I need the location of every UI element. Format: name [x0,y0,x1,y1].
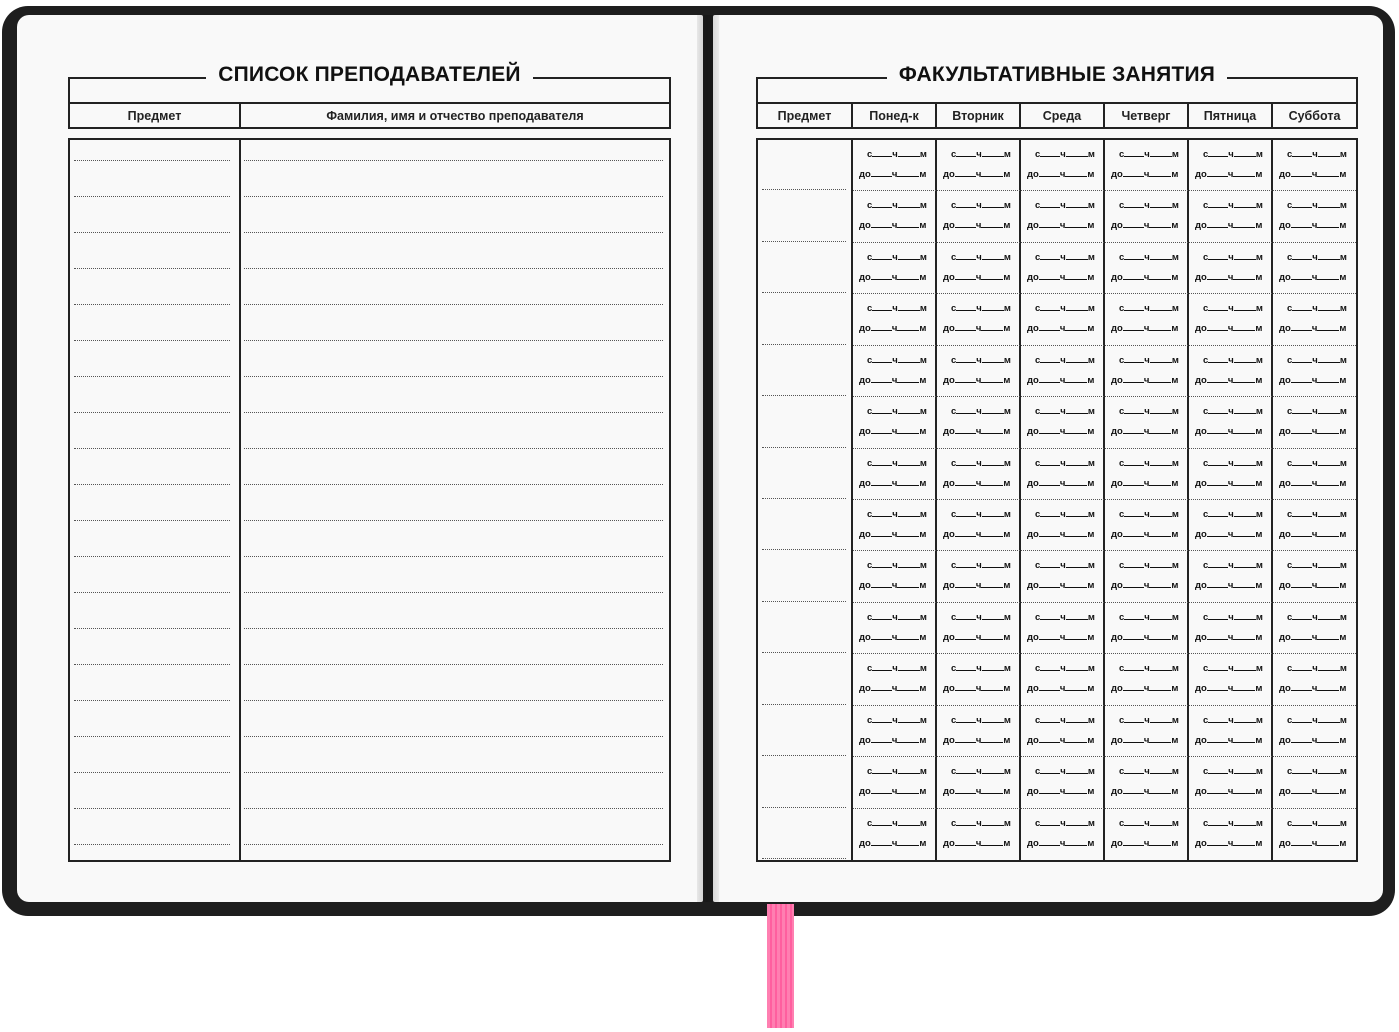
writing-line[interactable] [244,736,663,737]
time-slot-from[interactable]: с ч м [1287,200,1347,211]
time-slot-to[interactable]: до ч м [1195,375,1263,386]
writing-line[interactable] [244,664,663,665]
writing-line[interactable] [244,844,663,845]
time-slot-from[interactable]: с ч м [1203,252,1263,263]
time-slot-from[interactable]: с ч м [1287,149,1347,160]
header-teacher-name: Фамилия, имя и отчество преподавателя [326,108,584,123]
time-slot-from[interactable]: с ч м [1035,560,1095,571]
subject-line[interactable] [762,189,846,190]
time-slot-to[interactable]: до ч м [859,426,927,437]
writing-line[interactable] [244,592,663,593]
time-slot-to[interactable]: до ч м [1111,478,1179,489]
time-slot-to[interactable]: до ч м [1279,735,1347,746]
time-slot-to[interactable]: до ч м [1111,220,1179,231]
row-separator [853,705,1356,706]
time-slot-to[interactable]: до ч м [943,375,1011,386]
time-slot-to[interactable]: до ч м [1195,683,1263,694]
writing-line[interactable] [74,628,230,629]
time-slot-to[interactable]: до ч м [943,169,1011,180]
time-slot-to[interactable]: до ч м [943,426,1011,437]
header-day-6: Суббота [1288,108,1341,123]
time-slot-to[interactable]: до ч м [943,529,1011,540]
time-slot-to[interactable]: до ч м [1027,426,1095,437]
header-day-1: Понед-к [853,104,937,127]
time-slot-to[interactable]: до ч м [1027,632,1095,643]
time-slot-from[interactable]: с ч м [1119,252,1179,263]
time-slot-from[interactable]: с ч м [1119,509,1179,520]
subject-line[interactable] [762,395,846,396]
writing-line[interactable] [74,484,230,485]
time-slot-to[interactable]: до ч м [859,838,927,849]
subject-line[interactable] [762,241,846,242]
time-slot-from[interactable]: с ч м [1119,663,1179,674]
time-slot-to[interactable]: до ч м [1195,478,1263,489]
time-slot-from[interactable]: с ч м [1035,715,1095,726]
writing-line[interactable] [244,232,663,233]
time-slot-to[interactable]: до ч м [1111,375,1179,386]
bookmark-ribbon[interactable] [767,904,794,1028]
time-slot-to[interactable]: до ч м [1279,683,1347,694]
writing-line[interactable] [74,520,230,521]
time-slot-from[interactable]: с ч м [1287,818,1347,829]
writing-line[interactable] [244,196,663,197]
time-slot-from[interactable]: с ч м [1203,355,1263,366]
teachers-table [68,138,671,862]
time-slot-from[interactable]: с ч м [1203,458,1263,469]
time-slot-from[interactable]: с ч м [1203,303,1263,314]
row-separator [853,550,1356,551]
time-slot-from[interactable]: с ч м [1035,200,1095,211]
writing-line[interactable] [74,232,230,233]
time-slot-from[interactable]: с ч м [1287,252,1347,263]
time-slot-to[interactable]: до ч м [1195,529,1263,540]
time-slot-from[interactable]: с ч м [1287,560,1347,571]
time-slot-from[interactable]: с ч м [867,818,927,829]
row-separator [853,345,1356,346]
time-slot-from[interactable]: с ч м [1035,406,1095,417]
time-slot-from[interactable]: с ч м [1035,663,1095,674]
time-slot-from[interactable]: с ч м [1287,406,1347,417]
writing-line[interactable] [74,808,230,809]
time-slot-from[interactable]: с ч м [1119,766,1179,777]
time-slot-from[interactable]: с ч м [1035,303,1095,314]
time-slot-from[interactable]: с ч м [867,252,927,263]
time-slot-to[interactable]: до ч м [1111,169,1179,180]
time-slot-to[interactable]: до ч м [943,323,1011,334]
writing-line[interactable] [244,700,663,701]
column-divider [1019,140,1021,860]
time-slot-from[interactable]: с ч м [1203,663,1263,674]
time-slot-from[interactable]: с ч м [867,458,927,469]
writing-line[interactable] [74,340,230,341]
writing-line[interactable] [244,160,663,161]
electives-header-row [756,102,1358,129]
time-slot-to[interactable]: до ч м [859,169,927,180]
time-slot-from[interactable]: с ч м [1035,509,1095,520]
time-slot-from[interactable]: с ч м [867,766,927,777]
teachers-title: СПИСОК ПРЕПОДАВАТЕЛЕЙ [206,63,532,86]
time-slot-to[interactable]: до ч м [1195,220,1263,231]
electives-title: ФАКУЛЬТАТИВНЫЕ ЗАНЯТИЯ [887,63,1227,86]
subject-line[interactable] [762,498,846,499]
time-slot-to[interactable]: до ч м [1111,786,1179,797]
time-slot-to[interactable]: до ч м [1027,786,1095,797]
header-subject: Предмет [70,104,241,127]
time-slot-to[interactable]: до ч м [1027,683,1095,694]
right-page [713,15,1383,902]
writing-line[interactable] [74,448,230,449]
writing-line[interactable] [74,700,230,701]
left-page [17,15,703,902]
time-slot-from[interactable]: с ч м [1119,303,1179,314]
time-slot-from[interactable]: с ч м [867,663,927,674]
time-slot-to[interactable]: до ч м [1279,838,1347,849]
subject-line[interactable] [762,344,846,345]
time-slot-from[interactable]: с ч м [1035,458,1095,469]
time-slot-to[interactable]: до ч м [1027,323,1095,334]
column-divider [1103,140,1105,860]
row-separator [853,756,1356,757]
row-separator [853,499,1356,500]
writing-line[interactable] [244,556,663,557]
time-slot-to[interactable]: до ч м [1027,375,1095,386]
writing-line[interactable] [74,844,230,845]
column-divider [1187,140,1189,860]
writing-line[interactable] [74,160,230,161]
time-slot-to[interactable]: до ч м [859,580,927,591]
writing-line[interactable] [74,268,230,269]
writing-line[interactable] [244,412,663,413]
time-slot-to[interactable]: до ч м [1111,426,1179,437]
time-slot-from[interactable]: с ч м [1119,406,1179,417]
time-slot-to[interactable]: до ч м [859,529,927,540]
time-slot-to[interactable]: до ч м [1027,169,1095,180]
row-separator [853,653,1356,654]
time-slot-from[interactable]: с ч м [1119,612,1179,623]
writing-line[interactable] [74,196,230,197]
time-slot-to[interactable]: до ч м [859,478,927,489]
time-slot-from[interactable]: с ч м [1035,252,1095,263]
time-slot-from[interactable]: с ч м [1203,818,1263,829]
time-slot-from[interactable]: с ч м [867,715,927,726]
row-separator [853,242,1356,243]
time-slot-to[interactable]: до ч м [859,735,927,746]
time-slot-to[interactable]: до ч м [1027,272,1095,283]
time-slot-to[interactable]: до ч м [943,786,1011,797]
time-slot-from[interactable]: с ч м [1119,560,1179,571]
time-slot-to[interactable]: до ч м [1279,426,1347,437]
time-slot-to[interactable]: до ч м [943,632,1011,643]
time-slot-to[interactable]: до ч м [1111,838,1179,849]
time-slot-from[interactable]: с ч м [1203,766,1263,777]
time-slot-from[interactable]: с ч м [951,509,1011,520]
time-slot-from[interactable]: с ч м [867,406,927,417]
time-slot-to[interactable]: до ч м [1111,683,1179,694]
time-slot-from[interactable]: с ч м [951,149,1011,160]
time-slot-from[interactable]: с ч м [1119,715,1179,726]
time-slot-from[interactable]: с ч м [951,663,1011,674]
time-slot-from[interactable]: с ч м [951,252,1011,263]
time-slot-from[interactable]: с ч м [1287,458,1347,469]
electives-title-box [756,63,1358,105]
time-slot-from[interactable]: с ч м [1035,355,1095,366]
subject-line[interactable] [762,755,846,756]
time-slot-from[interactable]: с ч м [867,303,927,314]
writing-line[interactable] [244,376,663,377]
time-slot-from[interactable]: с ч м [1287,612,1347,623]
time-slot-to[interactable]: до ч м [1111,529,1179,540]
time-slot-from[interactable]: с ч м [867,560,927,571]
time-slot-to[interactable]: до ч м [1279,580,1347,591]
time-slot-from[interactable]: с ч м [1287,303,1347,314]
header-day-5: Пятница [1189,104,1273,127]
time-slot-from[interactable]: с ч м [1035,149,1095,160]
time-slot-from[interactable]: с ч м [951,303,1011,314]
time-slot-from[interactable]: с ч м [867,612,927,623]
subject-line[interactable] [762,292,846,293]
writing-line[interactable] [74,556,230,557]
time-slot-from[interactable]: с ч м [951,200,1011,211]
writing-line[interactable] [74,772,230,773]
time-slot-to[interactable]: до ч м [859,375,927,386]
time-slot-from[interactable]: с ч м [1203,560,1263,571]
time-slot-to[interactable]: до ч м [859,632,927,643]
header-day-3: Среда [1021,104,1105,127]
spine-shadow [697,15,719,902]
subject-line[interactable] [762,652,846,653]
time-slot-from[interactable]: с ч м [1287,766,1347,777]
column-divider [935,140,937,860]
writing-line[interactable] [244,772,663,773]
time-slot-to[interactable]: до ч м [1279,478,1347,489]
row-separator [853,602,1356,603]
time-slot-to[interactable]: до ч м [1027,838,1095,849]
time-slot-to[interactable]: до ч м [1027,735,1095,746]
time-slot-to[interactable]: до ч м [943,272,1011,283]
column-divider [851,140,853,860]
time-slot-from[interactable]: с ч м [1203,715,1263,726]
time-slot-to[interactable]: до ч м [1111,580,1179,591]
time-slot-from[interactable]: с ч м [1035,818,1095,829]
row-separator [853,808,1356,809]
time-slot-to[interactable]: до ч м [1279,220,1347,231]
time-slot-from[interactable]: с ч м [1287,715,1347,726]
writing-line[interactable] [244,628,663,629]
subject-line[interactable] [762,858,846,859]
time-slot-from[interactable]: с ч м [867,355,927,366]
time-slot-from[interactable]: с ч м [1035,766,1095,777]
time-slot-to[interactable]: до ч м [1111,272,1179,283]
time-slot-to[interactable]: до ч м [1279,272,1347,283]
time-slot-to[interactable]: до ч м [1111,735,1179,746]
time-slot-to[interactable]: до ч м [1279,375,1347,386]
time-slot-from[interactable]: с ч м [1203,612,1263,623]
time-slot-from[interactable]: с ч м [1287,509,1347,520]
time-slot-to[interactable]: до ч м [943,220,1011,231]
time-slot-to[interactable]: до ч м [943,838,1011,849]
writing-line[interactable] [244,268,663,269]
time-slot-to[interactable]: до ч м [1195,580,1263,591]
row-separator [853,448,1356,449]
time-slot-to[interactable]: до ч м [859,786,927,797]
time-slot-to[interactable]: до ч м [859,220,927,231]
time-slot-from[interactable]: с ч м [1203,200,1263,211]
time-slot-to[interactable]: до ч м [1027,220,1095,231]
time-slot-from[interactable]: с ч м [1287,355,1347,366]
teachers-header-row [68,102,671,129]
time-slot-to[interactable]: до ч м [1027,580,1095,591]
time-slot-from[interactable]: с ч м [1119,355,1179,366]
subject-line[interactable] [762,601,846,602]
row-separator [853,396,1356,397]
time-slot-to[interactable]: до ч м [1027,478,1095,489]
row-separator [853,293,1356,294]
subject-line[interactable] [762,447,846,448]
time-slot-to[interactable]: до ч м [1195,323,1263,334]
time-slot-to[interactable]: до ч м [859,272,927,283]
time-slot-to[interactable]: до ч м [943,580,1011,591]
header-subject: Предмет [758,104,853,127]
header-day-2: Вторник [937,104,1021,127]
time-slot-to[interactable]: до ч м [1111,632,1179,643]
writing-line[interactable] [74,376,230,377]
time-slot-to[interactable]: до ч м [1279,632,1347,643]
time-slot-from[interactable]: с ч м [951,560,1011,571]
time-slot-from[interactable]: с ч м [1119,149,1179,160]
writing-line[interactable] [74,664,230,665]
time-slot-to[interactable]: до ч м [1195,272,1263,283]
writing-line[interactable] [244,304,663,305]
header-day-4: Четверг [1105,104,1189,127]
time-slot-to[interactable]: до ч м [943,683,1011,694]
time-slot-to[interactable]: до ч м [1195,169,1263,180]
time-slot-from[interactable]: с ч м [1203,406,1263,417]
time-slot-to[interactable]: до ч м [859,323,927,334]
time-slot-from[interactable]: с ч м [1203,509,1263,520]
subject-line[interactable] [762,807,846,808]
time-slot-to[interactable]: до ч м [1279,786,1347,797]
time-slot-to[interactable]: до ч м [1195,786,1263,797]
time-slot-from[interactable]: с ч м [1035,612,1095,623]
subject-line[interactable] [762,549,846,550]
time-slot-from[interactable]: с ч м [1119,818,1179,829]
column-divider [1271,140,1273,860]
writing-line[interactable] [244,520,663,521]
writing-line[interactable] [74,304,230,305]
time-slot-from[interactable]: с ч м [951,406,1011,417]
writing-line[interactable] [74,736,230,737]
time-slot-to[interactable]: до ч м [1279,529,1347,540]
time-slot-to[interactable]: до ч м [859,683,927,694]
time-slot-from[interactable]: с ч м [1203,149,1263,160]
writing-line[interactable] [244,484,663,485]
writing-line[interactable] [74,412,230,413]
time-slot-to[interactable]: до ч м [1279,169,1347,180]
time-slot-from[interactable]: с ч м [867,149,927,160]
time-slot-from[interactable]: с ч м [951,355,1011,366]
time-slot-from[interactable]: с ч м [1119,200,1179,211]
subject-line[interactable] [762,704,846,705]
time-slot-to[interactable]: до ч м [1279,323,1347,334]
time-slot-from[interactable]: с ч м [951,612,1011,623]
time-slot-to[interactable]: до ч м [1195,632,1263,643]
time-slot-to[interactable]: до ч м [1111,323,1179,334]
writing-line[interactable] [244,448,663,449]
time-slot-from[interactable]: с ч м [951,818,1011,829]
time-slot-from[interactable]: с ч м [867,200,927,211]
writing-line[interactable] [74,592,230,593]
time-slot-from[interactable]: с ч м [951,458,1011,469]
writing-line[interactable] [244,808,663,809]
electives-table [756,138,1358,862]
time-slot-from[interactable]: с ч м [1119,458,1179,469]
writing-line[interactable] [244,340,663,341]
row-separator [853,190,1356,191]
time-slot-to[interactable]: до ч м [943,478,1011,489]
time-slot-to[interactable]: до ч м [1027,529,1095,540]
time-slot-to[interactable]: до ч м [1195,426,1263,437]
time-slot-from[interactable]: с ч м [1287,663,1347,674]
time-slot-from[interactable]: с ч м [951,715,1011,726]
time-slot-from[interactable]: с ч м [951,766,1011,777]
time-slot-from[interactable]: с ч м [867,509,927,520]
time-slot-to[interactable]: до ч м [1195,838,1263,849]
teachers-title-box [68,63,671,105]
time-slot-to[interactable]: до ч м [943,735,1011,746]
time-slot-to[interactable]: до ч м [1195,735,1263,746]
